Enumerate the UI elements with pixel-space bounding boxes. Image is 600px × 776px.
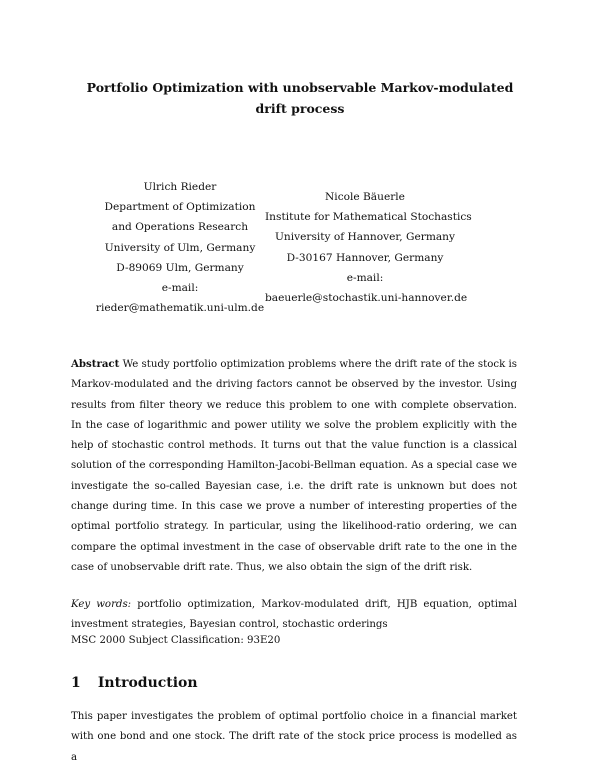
author-email: baeuerle@stochastik.uni-hannover.de <box>265 292 468 305</box>
author-email-label: e-mail: <box>161 282 199 295</box>
author-affiliation: and Operations Research <box>111 221 249 234</box>
author-block-rieder <box>90 177 270 318</box>
author-affiliation: Department of Optimization <box>104 201 256 214</box>
paper-title: Portfolio Optimization with unobservable Markov-modulated drift process <box>86 80 514 116</box>
author-email-label: e-mail: <box>346 271 384 284</box>
section-heading <box>71 672 198 694</box>
section-number: 1 <box>71 675 81 691</box>
author-affiliation: University of Ulm, Germany <box>104 241 256 254</box>
author-email: rieder@mathematik.uni-ulm.de <box>95 302 265 315</box>
msc-classification: MSC 2000 Subject Classification: 93E20 <box>71 635 281 646</box>
keywords <box>71 595 517 636</box>
author-affiliation: Institute for Mathematical Stochastics <box>265 211 472 224</box>
section-title: Introduction <box>97 675 198 691</box>
keywords-label: Key words: <box>71 599 132 610</box>
intro-paragraph: This paper investigates the problem of optimal portfolio choice in a financial market with one bond and one stock. The drift rate of the stock price process is modelled as a <box>71 711 517 763</box>
abstract-text: We study portfolio optimization problems where the drift rate of the stock is Markov-modulated and the driving factors cannot be observed by the investor. Using results from filter theory we reduce this problem to one with complete observation. In the case of logarithmic and power utility we solve the problem explicitly with the help of stochastic control methods. It turns out that the value function is a classical solution of the corresponding Hamilton-Jacobi-Bellman equation. As a special case we investigate the so-called Bayesian case, i.e. the drift rate is unknown but does not change during time. In this case we prove a number of interesting properties of the optimal portfolio strategy. In particular, using the likelihood-ratio ordering, we can compare the optimal investment in the case of observable drift rate to the one in the case of unobservable drift rate. Thus, we also obtain the sign of the drift risk. <box>71 359 517 573</box>
author-affiliation: University of Hannover, Germany <box>275 231 455 244</box>
abstract <box>71 354 517 578</box>
abstract-label: Abstract <box>71 358 120 370</box>
author-address: D-30167 Hannover, Germany <box>286 251 444 264</box>
author-name: Ulrich Rieder <box>143 181 217 193</box>
author-name: Nicole Bäuerle <box>325 191 405 203</box>
keywords-text: portfolio optimization, Markov-modulated drift, HJB equation, optimal investment strategies, Bayesian control, stochastic orderings <box>71 599 517 631</box>
author-block-baeuerle <box>265 187 472 308</box>
author-address: D-89069 Ulm, Germany <box>116 261 244 274</box>
